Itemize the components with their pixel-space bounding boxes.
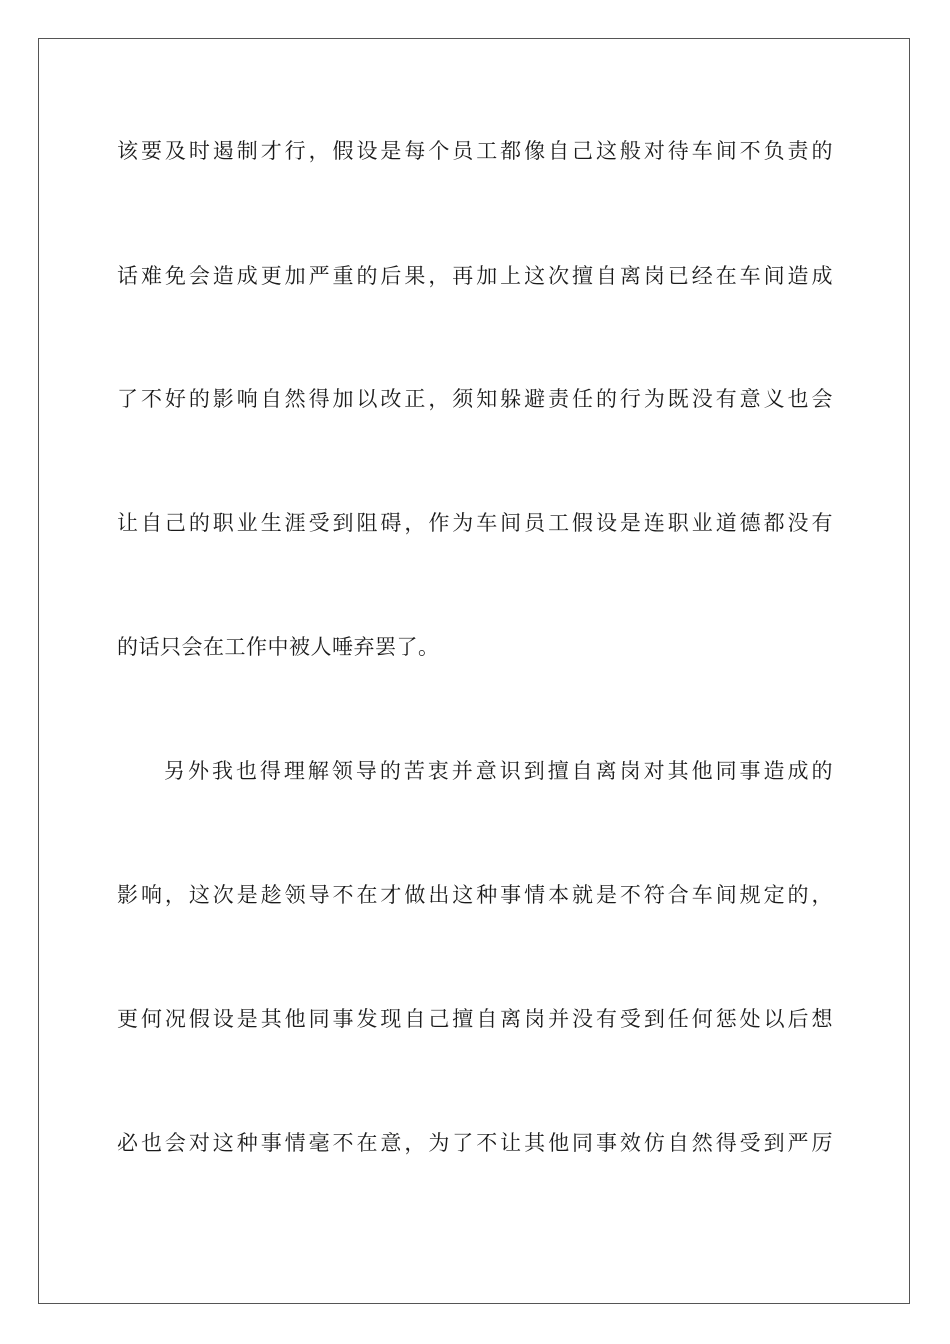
text-line-1: 该要及时遏制才行，假设是每个员工都像自己这般对待车间不负责的 — [117, 139, 833, 163]
text-line-3: 了不好的影响自然得加以改正，须知躲避责任的行为既没有意义也会 — [117, 387, 833, 411]
text-line-7: 影响，这次是趁领导不在才做出这种事情本就是不符合车间规定的， — [117, 883, 833, 907]
text-line-2: 话难免会造成更加严重的后果，再加上这次擅自离岗已经在车间造成 — [117, 264, 833, 288]
text-line-8: 更何况假设是其他同事发现自己擅自离岗并没有受到任何惩处以后想 — [117, 1007, 833, 1031]
text-line-5: 的话只会在工作中被人唾弃罢了。 — [117, 635, 440, 659]
text-line-9: 必也会对这种事情毫不在意，为了不让其他同事效仿自然得受到严厉 — [117, 1131, 833, 1155]
text-line-6: 另外我也得理解领导的苦衷并意识到擅自离岗对其他同事造成的 — [164, 759, 833, 783]
page-border — [38, 38, 910, 1304]
text-line-4: 让自己的职业生涯受到阻碍，作为车间员工假设是连职业道德都没有 — [117, 511, 833, 535]
